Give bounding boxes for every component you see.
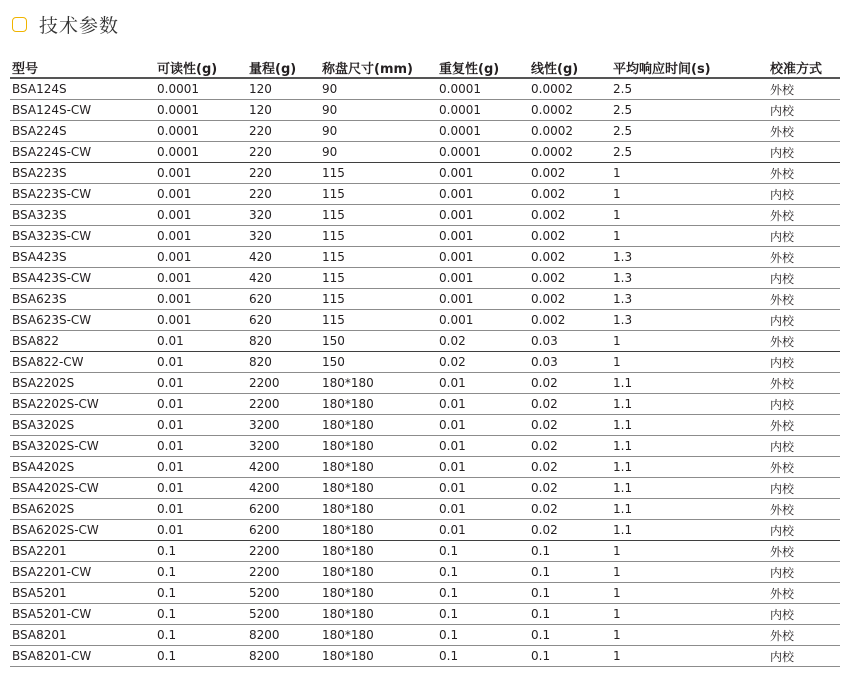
cell-model: BSA2202S-CW [10, 394, 155, 415]
cell-readability: 0.001 [155, 310, 247, 331]
cell-response-time: 1.1 [611, 499, 768, 520]
cell-readability: 0.01 [155, 352, 247, 373]
table-row [10, 331, 840, 352]
cell-readability: 0.1 [155, 625, 247, 646]
cell-capacity: 8200 [247, 646, 320, 667]
table-row [10, 457, 840, 478]
cell-response-time: 2.5 [611, 78, 768, 100]
cell-calibration: 内校 [768, 478, 840, 499]
cell-response-time: 1 [611, 226, 768, 247]
cell-repeatability: 0.01 [437, 373, 529, 394]
cell-linearity: 0.02 [529, 499, 611, 520]
cell-capacity: 420 [247, 268, 320, 289]
cell-pan-size: 150 [320, 331, 437, 352]
cell-repeatability: 0.01 [437, 457, 529, 478]
table-row [10, 163, 840, 184]
cell-capacity: 4200 [247, 478, 320, 499]
section-header [12, 10, 119, 38]
cell-repeatability: 0.001 [437, 184, 529, 205]
cell-response-time: 1 [611, 646, 768, 667]
cell-capacity: 6200 [247, 499, 320, 520]
cell-pan-size: 90 [320, 142, 437, 163]
cell-linearity: 0.002 [529, 205, 611, 226]
cell-linearity: 0.002 [529, 289, 611, 310]
cell-readability: 0.0001 [155, 78, 247, 100]
cell-model: BSA423S-CW [10, 268, 155, 289]
cell-calibration: 外校 [768, 457, 840, 478]
cell-linearity: 0.02 [529, 478, 611, 499]
cell-capacity: 820 [247, 331, 320, 352]
table-row [10, 394, 840, 415]
cell-repeatability: 0.001 [437, 268, 529, 289]
cell-response-time: 1.3 [611, 268, 768, 289]
cell-capacity: 220 [247, 163, 320, 184]
cell-repeatability: 0.001 [437, 247, 529, 268]
cell-readability: 0.01 [155, 520, 247, 541]
cell-capacity: 420 [247, 247, 320, 268]
cell-calibration: 内校 [768, 226, 840, 247]
cell-capacity: 2200 [247, 394, 320, 415]
cell-model: BSA4202S-CW [10, 478, 155, 499]
cell-readability: 0.001 [155, 163, 247, 184]
cell-model: BSA4202S [10, 457, 155, 478]
cell-linearity: 0.002 [529, 184, 611, 205]
cell-repeatability: 0.001 [437, 226, 529, 247]
cell-repeatability: 0.0001 [437, 78, 529, 100]
cell-linearity: 0.002 [529, 163, 611, 184]
cell-linearity: 0.0002 [529, 121, 611, 142]
cell-model: BSA124S [10, 78, 155, 100]
cell-pan-size: 150 [320, 352, 437, 373]
table-body [10, 78, 840, 667]
cell-readability: 0.0001 [155, 121, 247, 142]
cell-response-time: 1 [611, 625, 768, 646]
cell-readability: 0.0001 [155, 142, 247, 163]
cell-linearity: 0.002 [529, 310, 611, 331]
table-row [10, 100, 840, 121]
table-row [10, 583, 840, 604]
cell-response-time: 2.5 [611, 121, 768, 142]
cell-repeatability: 0.01 [437, 415, 529, 436]
cell-repeatability: 0.1 [437, 562, 529, 583]
cell-pan-size: 180*180 [320, 499, 437, 520]
cell-pan-size: 115 [320, 289, 437, 310]
cell-repeatability: 0.001 [437, 310, 529, 331]
table-row [10, 541, 840, 562]
cell-model: BSA3202S-CW [10, 436, 155, 457]
table-row [10, 289, 840, 310]
section-title: 技术参数 [39, 14, 120, 37]
cell-capacity: 4200 [247, 457, 320, 478]
cell-capacity: 120 [247, 78, 320, 100]
cell-calibration: 外校 [768, 499, 840, 520]
cell-response-time: 2.5 [611, 100, 768, 121]
cell-pan-size: 180*180 [320, 457, 437, 478]
cell-pan-size: 180*180 [320, 541, 437, 562]
cell-linearity: 0.02 [529, 436, 611, 457]
cell-capacity: 3200 [247, 415, 320, 436]
header-response-time: 平均响应时间(s) [611, 57, 768, 78]
cell-capacity: 8200 [247, 625, 320, 646]
cell-repeatability: 0.1 [437, 646, 529, 667]
cell-model: BSA224S-CW [10, 142, 155, 163]
table-row [10, 499, 840, 520]
cell-capacity: 220 [247, 121, 320, 142]
cell-response-time: 1.3 [611, 310, 768, 331]
cell-calibration: 内校 [768, 184, 840, 205]
cell-capacity: 2200 [247, 562, 320, 583]
cell-repeatability: 0.01 [437, 499, 529, 520]
cell-model: BSA223S [10, 163, 155, 184]
cell-readability: 0.01 [155, 394, 247, 415]
cell-model: BSA8201-CW [10, 646, 155, 667]
cell-linearity: 0.02 [529, 520, 611, 541]
cell-model: BSA2201 [10, 541, 155, 562]
cell-pan-size: 180*180 [320, 520, 437, 541]
table-row [10, 142, 840, 163]
cell-calibration: 外校 [768, 373, 840, 394]
cell-pan-size: 115 [320, 205, 437, 226]
table-row [10, 604, 840, 625]
cell-calibration: 内校 [768, 268, 840, 289]
cell-repeatability: 0.1 [437, 604, 529, 625]
cell-model: BSA6202S-CW [10, 520, 155, 541]
cell-repeatability: 0.0001 [437, 121, 529, 142]
cell-capacity: 5200 [247, 583, 320, 604]
header-readability: 可读性(g) [155, 57, 247, 78]
cell-repeatability: 0.001 [437, 163, 529, 184]
cell-pan-size: 180*180 [320, 604, 437, 625]
cell-linearity: 0.02 [529, 457, 611, 478]
cell-response-time: 1.1 [611, 394, 768, 415]
cell-capacity: 6200 [247, 520, 320, 541]
cell-calibration: 内校 [768, 562, 840, 583]
cell-linearity: 0.1 [529, 541, 611, 562]
cell-repeatability: 0.02 [437, 352, 529, 373]
cell-readability: 0.001 [155, 247, 247, 268]
cell-model: BSA2201-CW [10, 562, 155, 583]
cell-pan-size: 180*180 [320, 436, 437, 457]
cell-pan-size: 180*180 [320, 583, 437, 604]
header-pan-size: 称盘尺寸(mm) [320, 57, 437, 78]
table-row [10, 562, 840, 583]
cell-response-time: 1 [611, 541, 768, 562]
cell-linearity: 0.0002 [529, 100, 611, 121]
cell-capacity: 5200 [247, 604, 320, 625]
header-linearity: 线性(g) [529, 57, 611, 78]
cell-linearity: 0.1 [529, 583, 611, 604]
cell-calibration: 内校 [768, 394, 840, 415]
cell-capacity: 3200 [247, 436, 320, 457]
cell-pan-size: 115 [320, 268, 437, 289]
spec-table [10, 57, 840, 667]
table-row [10, 205, 840, 226]
cell-linearity: 0.002 [529, 247, 611, 268]
cell-response-time: 1 [611, 562, 768, 583]
cell-pan-size: 180*180 [320, 394, 437, 415]
table-row [10, 415, 840, 436]
table-row [10, 520, 840, 541]
cell-response-time: 1.1 [611, 478, 768, 499]
cell-calibration: 外校 [768, 541, 840, 562]
cell-readability: 0.01 [155, 478, 247, 499]
cell-pan-size: 180*180 [320, 415, 437, 436]
cell-response-time: 1.1 [611, 436, 768, 457]
cell-response-time: 1 [611, 583, 768, 604]
cell-response-time: 1.1 [611, 415, 768, 436]
table-row [10, 436, 840, 457]
cell-pan-size: 90 [320, 100, 437, 121]
cell-pan-size: 180*180 [320, 373, 437, 394]
cell-response-time: 1 [611, 604, 768, 625]
cell-readability: 0.01 [155, 499, 247, 520]
cell-model: BSA623S [10, 289, 155, 310]
cell-response-time: 1.3 [611, 247, 768, 268]
cell-repeatability: 0.01 [437, 394, 529, 415]
cell-repeatability: 0.1 [437, 583, 529, 604]
cell-linearity: 0.1 [529, 646, 611, 667]
cell-repeatability: 0.001 [437, 289, 529, 310]
cell-readability: 0.001 [155, 184, 247, 205]
cell-readability: 0.001 [155, 289, 247, 310]
cell-calibration: 内校 [768, 436, 840, 457]
cell-linearity: 0.0002 [529, 142, 611, 163]
cell-calibration: 内校 [768, 142, 840, 163]
cell-readability: 0.001 [155, 226, 247, 247]
cell-linearity: 0.02 [529, 415, 611, 436]
cell-model: BSA223S-CW [10, 184, 155, 205]
cell-capacity: 620 [247, 310, 320, 331]
cell-response-time: 1.3 [611, 289, 768, 310]
cell-linearity: 0.1 [529, 562, 611, 583]
cell-model: BSA6202S [10, 499, 155, 520]
cell-repeatability: 0.02 [437, 331, 529, 352]
cell-readability: 0.01 [155, 373, 247, 394]
cell-linearity: 0.03 [529, 331, 611, 352]
checkbox-icon [12, 17, 27, 32]
cell-model: BSA124S-CW [10, 100, 155, 121]
cell-linearity: 0.1 [529, 625, 611, 646]
cell-response-time: 1 [611, 163, 768, 184]
table-row [10, 268, 840, 289]
cell-calibration: 内校 [768, 604, 840, 625]
table-row [10, 247, 840, 268]
cell-response-time: 2.5 [611, 142, 768, 163]
table-row [10, 625, 840, 646]
cell-pan-size: 180*180 [320, 478, 437, 499]
cell-readability: 0.1 [155, 541, 247, 562]
table-row [10, 121, 840, 142]
cell-response-time: 1.1 [611, 520, 768, 541]
cell-repeatability: 0.01 [437, 436, 529, 457]
cell-calibration: 内校 [768, 520, 840, 541]
cell-capacity: 320 [247, 226, 320, 247]
table-row [10, 226, 840, 247]
cell-calibration: 外校 [768, 583, 840, 604]
cell-calibration: 内校 [768, 310, 840, 331]
cell-linearity: 0.02 [529, 373, 611, 394]
cell-capacity: 820 [247, 352, 320, 373]
cell-calibration: 内校 [768, 352, 840, 373]
cell-calibration: 外校 [768, 625, 840, 646]
cell-readability: 0.0001 [155, 100, 247, 121]
cell-capacity: 2200 [247, 541, 320, 562]
cell-readability: 0.1 [155, 583, 247, 604]
cell-model: BSA3202S [10, 415, 155, 436]
cell-calibration: 外校 [768, 121, 840, 142]
cell-repeatability: 0.1 [437, 625, 529, 646]
cell-repeatability: 0.001 [437, 205, 529, 226]
cell-calibration: 外校 [768, 415, 840, 436]
table-header-row [10, 57, 840, 78]
cell-calibration: 外校 [768, 163, 840, 184]
header-calibration: 校准方式 [768, 57, 840, 78]
cell-linearity: 0.002 [529, 226, 611, 247]
cell-model: BSA822-CW [10, 352, 155, 373]
cell-model: BSA323S-CW [10, 226, 155, 247]
cell-capacity: 620 [247, 289, 320, 310]
cell-repeatability: 0.0001 [437, 142, 529, 163]
cell-pan-size: 115 [320, 310, 437, 331]
cell-model: BSA423S [10, 247, 155, 268]
cell-response-time: 1 [611, 205, 768, 226]
cell-pan-size: 115 [320, 163, 437, 184]
cell-model: BSA323S [10, 205, 155, 226]
cell-capacity: 120 [247, 100, 320, 121]
cell-capacity: 320 [247, 205, 320, 226]
cell-readability: 0.001 [155, 268, 247, 289]
cell-readability: 0.01 [155, 331, 247, 352]
cell-pan-size: 180*180 [320, 646, 437, 667]
cell-response-time: 1.1 [611, 457, 768, 478]
cell-response-time: 1 [611, 184, 768, 205]
cell-readability: 0.1 [155, 562, 247, 583]
header-repeatability: 重复性(g) [437, 57, 529, 78]
cell-readability: 0.01 [155, 415, 247, 436]
cell-readability: 0.01 [155, 436, 247, 457]
cell-response-time: 1 [611, 352, 768, 373]
cell-pan-size: 90 [320, 121, 437, 142]
cell-capacity: 220 [247, 142, 320, 163]
cell-response-time: 1 [611, 331, 768, 352]
table-row [10, 646, 840, 667]
cell-pan-size: 180*180 [320, 562, 437, 583]
cell-linearity: 0.03 [529, 352, 611, 373]
cell-readability: 0.01 [155, 457, 247, 478]
cell-pan-size: 115 [320, 184, 437, 205]
cell-calibration: 外校 [768, 331, 840, 352]
cell-calibration: 外校 [768, 289, 840, 310]
cell-model: BSA5201-CW [10, 604, 155, 625]
cell-readability: 0.001 [155, 205, 247, 226]
header-capacity: 量程(g) [247, 57, 320, 78]
table-row [10, 184, 840, 205]
cell-repeatability: 0.01 [437, 478, 529, 499]
cell-model: BSA2202S [10, 373, 155, 394]
cell-calibration: 内校 [768, 100, 840, 121]
cell-repeatability: 0.1 [437, 541, 529, 562]
table-row [10, 373, 840, 394]
table-row [10, 352, 840, 373]
cell-model: BSA5201 [10, 583, 155, 604]
cell-readability: 0.1 [155, 646, 247, 667]
cell-pan-size: 90 [320, 78, 437, 100]
cell-calibration: 外校 [768, 247, 840, 268]
cell-capacity: 220 [247, 184, 320, 205]
cell-calibration: 外校 [768, 78, 840, 100]
cell-pan-size: 115 [320, 226, 437, 247]
cell-readability: 0.1 [155, 604, 247, 625]
cell-linearity: 0.1 [529, 604, 611, 625]
cell-repeatability: 0.01 [437, 520, 529, 541]
header-model: 型号 [10, 57, 155, 78]
cell-model: BSA8201 [10, 625, 155, 646]
cell-calibration: 内校 [768, 646, 840, 667]
cell-repeatability: 0.0001 [437, 100, 529, 121]
cell-linearity: 0.02 [529, 394, 611, 415]
cell-linearity: 0.0002 [529, 78, 611, 100]
cell-pan-size: 115 [320, 247, 437, 268]
cell-model: BSA623S-CW [10, 310, 155, 331]
cell-calibration: 外校 [768, 205, 840, 226]
table-row [10, 478, 840, 499]
table-row [10, 310, 840, 331]
cell-response-time: 1.1 [611, 373, 768, 394]
cell-model: BSA822 [10, 331, 155, 352]
cell-linearity: 0.002 [529, 268, 611, 289]
cell-model: BSA224S [10, 121, 155, 142]
cell-capacity: 2200 [247, 373, 320, 394]
table-row [10, 78, 840, 100]
cell-pan-size: 180*180 [320, 625, 437, 646]
